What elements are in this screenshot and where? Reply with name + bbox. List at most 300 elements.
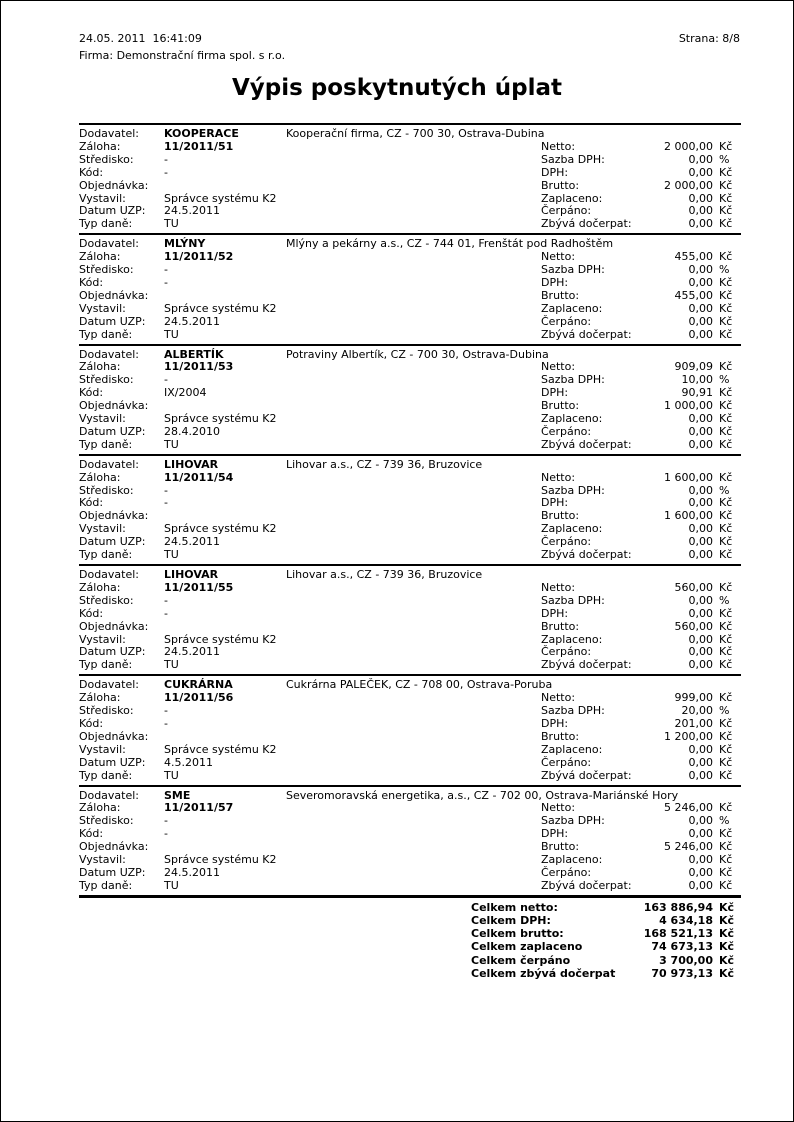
amount-label-cerpano: Čerpáno: xyxy=(541,314,592,328)
amount-label-cerpano: Čerpáno: xyxy=(541,204,592,218)
field-label-objednavka: Objednávka: xyxy=(79,288,149,302)
block-row-zaloha-netto xyxy=(79,251,741,264)
amount-label-zbyva-docerpat: Zbývá dočerpat: xyxy=(541,437,632,451)
spacer xyxy=(286,744,541,757)
field-value-stredisko: - xyxy=(164,483,168,497)
spacer xyxy=(286,303,541,316)
spacer xyxy=(286,426,541,439)
summary-row xyxy=(79,914,741,927)
zaloha-number: 11/2011/57 xyxy=(164,801,234,815)
payment-block xyxy=(79,674,741,784)
field-value-datum-uzp: 28.4.2010 xyxy=(164,424,220,438)
spacer xyxy=(286,659,541,672)
spacer xyxy=(286,387,541,400)
payment-block xyxy=(79,785,741,895)
summary-row xyxy=(79,954,741,967)
amount-unit-sazba-dph: % xyxy=(719,152,730,166)
spacer xyxy=(286,400,541,413)
block-row-stredisko-sazba xyxy=(79,485,741,498)
amount-label-netto: Netto: xyxy=(541,139,576,153)
field-label-dodavatel: Dodavatel: xyxy=(79,568,140,581)
amount-value-cerpano: 0,00 xyxy=(688,535,713,549)
report-title: Výpis poskytnutých úplat xyxy=(231,75,563,101)
field-label-typ-dane: Typ daně: xyxy=(79,437,133,451)
summary-unit: Kč xyxy=(719,966,735,980)
field-value-vystavil: Správce systému K2 xyxy=(164,853,277,867)
amount-unit-dph: Kč xyxy=(719,275,733,289)
field-label-vystavil: Vystavil: xyxy=(79,301,126,315)
field-label-stredisko: Středisko: xyxy=(79,373,134,387)
field-value-kod: - xyxy=(164,606,168,620)
amount-value-sazba-dph: 20,00 xyxy=(681,704,713,718)
amount-unit-netto: Kč xyxy=(719,691,733,705)
block-row-zaloha-netto xyxy=(79,141,741,154)
amount-label-zaplaceno: Zaplaceno: xyxy=(541,742,603,756)
block-row-typdane-zbyva xyxy=(79,218,741,231)
field-label-zaloha: Záloha: xyxy=(79,250,121,264)
field-value-datum-uzp: 24.5.2011 xyxy=(164,865,220,879)
block-row-vystavil-zaplaceno xyxy=(79,854,741,867)
block-row-zaloha-netto xyxy=(79,582,741,595)
spacer xyxy=(286,218,541,231)
summary-unit: Kč xyxy=(719,913,735,927)
block-row-zaloha-netto xyxy=(79,692,741,705)
spacer xyxy=(286,141,541,154)
amount-value-sazba-dph: 0,00 xyxy=(688,263,713,277)
amount-value-netto: 2 000,00 xyxy=(664,139,713,153)
field-label-typ-dane: Typ daně: xyxy=(79,658,133,672)
amount-unit-brutto: Kč xyxy=(719,729,733,743)
spacer xyxy=(79,927,471,940)
spacer xyxy=(286,510,541,523)
amount-value-zaplaceno: 0,00 xyxy=(688,632,713,646)
amount-value-zbyva-docerpat: 0,00 xyxy=(688,878,713,892)
amount-unit-zbyva-docerpat: Kč xyxy=(719,327,733,341)
amount-label-netto: Netto: xyxy=(541,360,576,374)
amount-value-dph: 0,00 xyxy=(688,165,713,179)
payment-block xyxy=(79,344,741,454)
spacer xyxy=(286,316,541,329)
amount-value-cerpano: 0,00 xyxy=(688,424,713,438)
spacer xyxy=(286,705,541,718)
amount-value-cerpano: 0,00 xyxy=(688,314,713,328)
summary-unit: Kč xyxy=(719,953,735,967)
field-value-objednavka xyxy=(164,290,286,303)
field-label-typ-dane: Typ daně: xyxy=(79,327,133,341)
amount-unit-zbyva-docerpat: Kč xyxy=(719,548,733,562)
supplier-code: LIHOVAR xyxy=(164,568,219,581)
block-row-objednavka-brutto xyxy=(79,180,741,193)
payment-block xyxy=(79,564,741,674)
amount-label-sazba-dph: Sazba DPH: xyxy=(541,152,605,166)
amount-label-netto: Netto: xyxy=(541,580,576,594)
field-label-dodavatel: Dodavatel: xyxy=(79,127,140,140)
spacer xyxy=(286,205,541,218)
spacer xyxy=(286,439,541,452)
amount-label-cerpano: Čerpáno: xyxy=(541,535,592,549)
amount-label-sazba-dph: Sazba DPH: xyxy=(541,593,605,607)
field-value-stredisko: - xyxy=(164,152,168,166)
field-value-stredisko: - xyxy=(164,704,168,718)
block-row-objednavka-brutto xyxy=(79,621,741,634)
summary-value: 168 521,13 xyxy=(643,927,713,941)
block-row-kod-dph xyxy=(79,277,741,290)
summary-value: 74 673,13 xyxy=(651,940,713,954)
field-value-typ-dane: TU xyxy=(164,768,179,782)
amount-label-brutto: Brutto: xyxy=(541,399,580,413)
amount-label-zbyva-docerpat: Zbývá dočerpat: xyxy=(541,217,632,231)
field-label-dodavatel: Dodavatel: xyxy=(79,347,140,361)
amount-unit-sazba-dph: % xyxy=(719,704,730,718)
amount-label-cerpano: Čerpáno: xyxy=(541,865,592,879)
field-label-zaloha: Záloha: xyxy=(79,139,121,153)
field-label-vystavil: Vystavil: xyxy=(79,742,126,756)
summary-value: 70 973,13 xyxy=(651,966,713,980)
amount-unit-cerpano: Kč xyxy=(719,314,733,328)
spacer xyxy=(286,154,541,167)
spacer xyxy=(286,854,541,867)
amount-label-zaplaceno: Zaplaceno: xyxy=(541,632,603,646)
block-row-objednavka-brutto xyxy=(79,290,741,303)
amount-label-brutto: Brutto: xyxy=(541,619,580,633)
zaloha-number: 11/2011/53 xyxy=(164,360,234,374)
block-row-supplier xyxy=(79,569,741,582)
field-label-zaloha: Záloha: xyxy=(79,801,121,815)
spacer xyxy=(286,841,541,854)
block-row-supplier xyxy=(79,459,741,472)
amount-value-cerpano: 0,00 xyxy=(688,865,713,879)
block-row-zaloha-netto xyxy=(79,472,741,485)
amount-label-netto: Netto: xyxy=(541,691,576,705)
summary-row xyxy=(79,940,741,953)
amount-label-zbyva-docerpat: Zbývá dočerpat: xyxy=(541,768,632,782)
supplier-info: Kooperační firma, CZ - 700 30, Ostrava-Dubina xyxy=(286,127,545,140)
amount-value-dph: 0,00 xyxy=(688,275,713,289)
field-label-datum-uzp: Datum UZP: xyxy=(79,204,146,218)
zaloha-number: 11/2011/54 xyxy=(164,470,234,484)
amount-value-dph: 201,00 xyxy=(674,716,713,730)
amount-value-zbyva-docerpat: 0,00 xyxy=(688,658,713,672)
spacer xyxy=(286,264,541,277)
block-row-zaloha-netto xyxy=(79,802,741,815)
field-label-objednavka: Objednávka: xyxy=(79,619,149,633)
amount-unit-cerpano: Kč xyxy=(719,424,733,438)
amount-label-dph: DPH: xyxy=(541,386,569,400)
block-row-typdane-zbyva xyxy=(79,880,741,893)
amount-unit-brutto: Kč xyxy=(719,288,733,302)
amount-value-cerpano: 0,00 xyxy=(688,755,713,769)
amount-value-zaplaceno: 0,00 xyxy=(688,522,713,536)
spacer xyxy=(286,595,541,608)
amount-value-netto: 560,00 xyxy=(674,580,713,594)
block-row-zaloha-netto xyxy=(79,361,741,374)
spacer xyxy=(79,954,471,967)
supplier-info: Severomoravská energetika, a.s., CZ - 702 00, Ostrava-Mariánské Hory xyxy=(286,788,679,802)
amount-unit-sazba-dph: % xyxy=(719,483,730,497)
amount-value-zbyva-docerpat: 0,00 xyxy=(688,437,713,451)
amount-unit-dph: Kč xyxy=(719,386,733,400)
summary-unit: Kč xyxy=(719,927,735,941)
amount-label-dph: DPH: xyxy=(541,606,569,620)
field-value-datum-uzp: 24.5.2011 xyxy=(164,645,220,659)
field-label-datum-uzp: Datum UZP: xyxy=(79,314,146,328)
spacer xyxy=(286,167,541,180)
header-page-number: Strana: 8/8 xyxy=(678,32,740,45)
spacer xyxy=(286,582,541,595)
amount-unit-sazba-dph: % xyxy=(719,263,730,277)
spacer xyxy=(286,180,541,193)
summary-unit: Kč xyxy=(719,940,735,954)
amount-unit-sazba-dph: % xyxy=(719,373,730,387)
field-label-stredisko: Středisko: xyxy=(79,263,134,277)
amount-value-brutto: 5 246,00 xyxy=(664,840,713,854)
spacer xyxy=(286,634,541,647)
field-label-zaloha: Záloha: xyxy=(79,360,121,374)
amount-value-zbyva-docerpat: 0,00 xyxy=(688,327,713,341)
amount-value-brutto: 1 200,00 xyxy=(664,729,713,743)
amount-unit-zaplaceno: Kč xyxy=(719,522,733,536)
field-value-kod: - xyxy=(164,827,168,841)
amount-unit-dph: Kč xyxy=(719,496,733,510)
amount-label-brutto: Brutto: xyxy=(541,840,580,854)
amount-unit-brutto: Kč xyxy=(719,178,733,192)
zaloha-number: 11/2011/51 xyxy=(164,139,234,153)
spacer xyxy=(286,608,541,621)
field-label-dodavatel: Dodavatel: xyxy=(79,788,140,802)
field-value-typ-dane: TU xyxy=(164,327,179,341)
amount-value-sazba-dph: 0,00 xyxy=(688,152,713,166)
block-row-typdane-zbyva xyxy=(79,770,741,783)
spacer xyxy=(286,621,541,634)
field-label-dodavatel: Dodavatel: xyxy=(79,237,140,251)
field-value-typ-dane: TU xyxy=(164,437,179,451)
block-row-typdane-zbyva xyxy=(79,439,741,452)
block-row-datum-cerpano xyxy=(79,426,741,439)
amount-unit-dph: Kč xyxy=(719,827,733,841)
field-value-kod: IX/2004 xyxy=(164,386,207,400)
field-value-vystavil: Správce systému K2 xyxy=(164,191,277,205)
amount-label-zaplaceno: Zaplaceno: xyxy=(541,301,603,315)
summary-row xyxy=(79,967,741,980)
summary-label: Celkem netto: xyxy=(471,900,558,914)
spacer xyxy=(286,251,541,264)
field-value-typ-dane: TU xyxy=(164,217,179,231)
field-label-vystavil: Vystavil: xyxy=(79,853,126,867)
supplier-info: Cukrárna PALEČEK, CZ - 708 00, Ostrava-Poruba xyxy=(286,678,553,692)
amount-label-sazba-dph: Sazba DPH: xyxy=(541,704,605,718)
block-row-datum-cerpano xyxy=(79,757,741,770)
amount-label-brutto: Brutto: xyxy=(541,288,580,302)
amount-value-brutto: 560,00 xyxy=(674,619,713,633)
field-label-datum-uzp: Datum UZP: xyxy=(79,755,146,769)
field-label-typ-dane: Typ daně: xyxy=(79,217,133,231)
amount-unit-netto: Kč xyxy=(719,250,733,264)
amount-label-zaplaceno: Zaplaceno: xyxy=(541,853,603,867)
field-label-zaloha: Záloha: xyxy=(79,691,121,705)
block-row-stredisko-sazba xyxy=(79,154,741,167)
amount-unit-netto: Kč xyxy=(719,801,733,815)
amount-label-netto: Netto: xyxy=(541,801,576,815)
amount-label-sazba-dph: Sazba DPH: xyxy=(541,263,605,277)
field-label-datum-uzp: Datum UZP: xyxy=(79,535,146,549)
amount-label-sazba-dph: Sazba DPH: xyxy=(541,814,605,828)
spacer xyxy=(286,193,541,206)
spacer xyxy=(286,413,541,426)
field-label-kod: Kód: xyxy=(79,275,104,289)
supplier-info: Potraviny Albertík, CZ - 700 30, Ostrava-Dubina xyxy=(286,347,549,361)
amount-value-zbyva-docerpat: 0,00 xyxy=(688,548,713,562)
amount-unit-zaplaceno: Kč xyxy=(719,191,733,205)
spacer xyxy=(286,329,541,342)
field-label-zaloha: Záloha: xyxy=(79,580,121,594)
field-value-stredisko: - xyxy=(164,263,168,277)
field-value-datum-uzp: 24.5.2011 xyxy=(164,535,220,549)
spacer xyxy=(286,731,541,744)
field-value-stredisko: - xyxy=(164,373,168,387)
amount-unit-zbyva-docerpat: Kč xyxy=(719,217,733,231)
block-row-datum-cerpano xyxy=(79,867,741,880)
block-row-kod-dph xyxy=(79,167,741,180)
spacer xyxy=(286,880,541,893)
field-value-stredisko: - xyxy=(164,814,168,828)
header-firm: Firma: Demonstrační firma spol. s r.o. xyxy=(79,49,286,62)
block-row-kod-dph xyxy=(79,497,741,510)
block-row-stredisko-sazba xyxy=(79,595,741,608)
block-row-kod-dph xyxy=(79,608,741,621)
field-value-typ-dane: TU xyxy=(164,548,179,562)
field-label-kod: Kód: xyxy=(79,606,104,620)
spacer xyxy=(286,646,541,659)
amount-value-cerpano: 0,00 xyxy=(688,645,713,659)
supplier-code: LIHOVAR xyxy=(164,457,219,471)
amount-label-netto: Netto: xyxy=(541,470,576,484)
spacer xyxy=(286,770,541,783)
amount-unit-netto: Kč xyxy=(719,360,733,374)
field-value-typ-dane: TU xyxy=(164,658,179,672)
amount-label-cerpano: Čerpáno: xyxy=(541,645,592,659)
amount-label-zaplaceno: Zaplaceno: xyxy=(541,412,603,426)
amount-unit-netto: Kč xyxy=(719,470,733,484)
blocks xyxy=(79,123,741,898)
field-label-objednavka: Objednávka: xyxy=(79,729,149,743)
spacer xyxy=(286,497,541,510)
header-datetime: 24.05. 2011 16:41:09 xyxy=(79,32,202,45)
field-label-vystavil: Vystavil: xyxy=(79,522,126,536)
summary-label: Celkem brutto: xyxy=(471,927,564,941)
amount-unit-netto: Kč xyxy=(719,139,733,153)
amount-unit-brutto: Kč xyxy=(719,619,733,633)
field-value-datum-uzp: 24.5.2011 xyxy=(164,314,220,328)
amount-label-cerpano: Čerpáno: xyxy=(541,424,592,438)
field-label-stredisko: Středisko: xyxy=(79,814,134,828)
block-row-kod-dph xyxy=(79,718,741,731)
field-label-kod: Kód: xyxy=(79,496,104,510)
summary-row xyxy=(79,901,741,914)
amount-unit-brutto: Kč xyxy=(719,509,733,523)
block-row-typdane-zbyva xyxy=(79,329,741,342)
amount-value-zaplaceno: 0,00 xyxy=(688,412,713,426)
field-value-kod: - xyxy=(164,275,168,289)
payment-block xyxy=(79,454,741,564)
amount-value-brutto: 1 000,00 xyxy=(664,399,713,413)
spacer xyxy=(286,536,541,549)
amount-value-netto: 1 600,00 xyxy=(664,470,713,484)
block-row-datum-cerpano xyxy=(79,316,741,329)
supplier-code: ALBERTÍK xyxy=(164,347,224,361)
field-value-objednavka xyxy=(164,731,286,744)
spacer xyxy=(286,802,541,815)
amount-value-sazba-dph: 10,00 xyxy=(681,373,713,387)
amount-value-netto: 999,00 xyxy=(674,691,713,705)
summary xyxy=(79,901,741,980)
spacer xyxy=(79,940,471,953)
amount-unit-zaplaceno: Kč xyxy=(719,853,733,867)
amount-unit-zbyva-docerpat: Kč xyxy=(719,658,733,672)
field-label-stredisko: Středisko: xyxy=(79,483,134,497)
spacer xyxy=(79,901,471,914)
field-label-dodavatel: Dodavatel: xyxy=(79,457,140,471)
amount-value-zaplaceno: 0,00 xyxy=(688,742,713,756)
summary-row xyxy=(79,927,741,940)
field-label-kod: Kód: xyxy=(79,716,104,730)
field-value-vystavil: Správce systému K2 xyxy=(164,742,277,756)
amount-label-dph: DPH: xyxy=(541,165,569,179)
amount-unit-zbyva-docerpat: Kč xyxy=(719,878,733,892)
spacer xyxy=(79,914,471,927)
amount-value-dph: 0,00 xyxy=(688,827,713,841)
field-value-kod: - xyxy=(164,716,168,730)
amount-unit-cerpano: Kč xyxy=(719,865,733,879)
block-row-objednavka-brutto xyxy=(79,731,741,744)
amount-unit-zaplaceno: Kč xyxy=(719,632,733,646)
block-row-kod-dph xyxy=(79,828,741,841)
amount-unit-sazba-dph: % xyxy=(719,593,730,607)
amount-label-sazba-dph: Sazba DPH: xyxy=(541,373,605,387)
summary-unit: Kč xyxy=(719,900,735,914)
summary-label: Celkem DPH: xyxy=(471,913,551,927)
supplier-info: Mlýny a pekárny a.s., CZ - 744 01, Frenštát pod Radhoštěm xyxy=(286,237,614,251)
field-label-objednavka: Objednávka: xyxy=(79,840,149,854)
field-value-objednavka xyxy=(164,621,286,634)
block-row-stredisko-sazba xyxy=(79,705,741,718)
amount-value-brutto: 1 600,00 xyxy=(664,509,713,523)
spacer xyxy=(286,867,541,880)
block-row-typdane-zbyva xyxy=(79,659,741,672)
amount-value-zaplaceno: 0,00 xyxy=(688,853,713,867)
field-label-kod: Kód: xyxy=(79,165,104,179)
spacer xyxy=(286,828,541,841)
amount-value-brutto: 455,00 xyxy=(674,288,713,302)
field-value-vystavil: Správce systému K2 xyxy=(164,412,277,426)
amount-unit-brutto: Kč xyxy=(719,399,733,413)
summary-value: 4 634,18 xyxy=(659,913,713,927)
amount-unit-cerpano: Kč xyxy=(719,535,733,549)
spacer xyxy=(286,277,541,290)
field-label-dodavatel: Dodavatel: xyxy=(79,678,140,692)
amount-unit-cerpano: Kč xyxy=(719,755,733,769)
amount-label-zbyva-docerpat: Zbývá dočerpat: xyxy=(541,548,632,562)
field-value-stredisko: - xyxy=(164,593,168,607)
supplier-code: KOOPERACE xyxy=(164,127,239,140)
amount-value-dph: 90,91 xyxy=(681,386,713,400)
field-label-vystavil: Vystavil: xyxy=(79,632,126,646)
spacer xyxy=(286,692,541,705)
block-row-vystavil-zaplaceno xyxy=(79,303,741,316)
field-value-kod: - xyxy=(164,496,168,510)
block-row-stredisko-sazba xyxy=(79,264,741,277)
field-label-objednavka: Objednávka: xyxy=(79,178,149,192)
amount-unit-cerpano: Kč xyxy=(719,645,733,659)
